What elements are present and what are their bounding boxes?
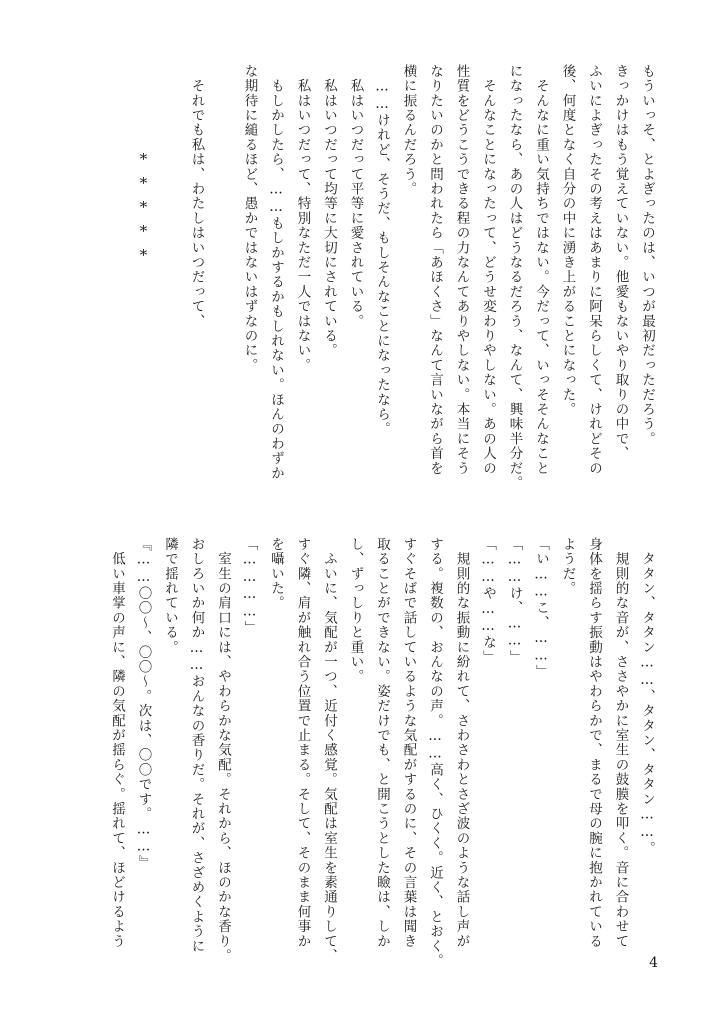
section-separator: ***** bbox=[134, 150, 153, 270]
text-line: ようだ。 bbox=[559, 537, 576, 596]
text-line: そんなに重い気持ちではない。今だって、いっそそんなこと bbox=[533, 64, 549, 476]
text-line: な期待に縋るほど、愚かではないはずなのに。 bbox=[241, 64, 258, 373]
text-line: なりたいのかと問われたら「あほくさ」なんて言いながら首を bbox=[427, 64, 443, 476]
text-line: 室生の肩口には、やわらかな気配。それから、ほのかな香り。 bbox=[215, 537, 231, 964]
upper-text-block bbox=[130, 64, 660, 494]
blank-line bbox=[210, 64, 237, 494]
text-line: ふいによぎったその考えはあまりに阿呆らしくて、けれどその bbox=[586, 64, 602, 476]
dialogue-line: 「…………」 bbox=[241, 537, 258, 636]
text-line: 身体を揺らす振動はやわらかで、まるで母の腕に抱かれている bbox=[586, 537, 602, 949]
text-line: 低い車掌の声に、隣の気配が揺らぐ。揺れて、ほどけるよう bbox=[109, 537, 125, 949]
dialogue-line: 「……け、……」 bbox=[506, 537, 523, 665]
text-line: し、ずっしりと重い。 bbox=[347, 537, 364, 684]
text-line: 規則的な音が、ささやかに室生の鼓膜を叩く。音に合わせて bbox=[612, 537, 629, 949]
text-line: する。複数の、おんなの声。……高く、ひくく。近く、とおく。 bbox=[427, 537, 443, 969]
text-line: 私はいつだって均等に大切にされている。 bbox=[321, 64, 337, 358]
text-line: を囁いた。 bbox=[268, 537, 284, 611]
text-line: ふいに、気配が一つ、近付く感覚。気配は室生を素通りして、 bbox=[321, 537, 337, 964]
text-line: もういっそ、とよぎったのは、いつが最初だっただろう。 bbox=[639, 64, 655, 447]
text-line: になったなら、あの人はどうなるだろう、なんて、興味半分だ。 bbox=[506, 64, 523, 491]
text-line: 横に振るんだろう。 bbox=[400, 64, 417, 197]
text-line: 規則的な振動に紛れて、さわさわとさざ波のような話し声が bbox=[453, 537, 470, 949]
text-line: それでも私は、わたしはいつだって、 bbox=[188, 64, 205, 329]
lower-text-block bbox=[104, 537, 661, 967]
text-line: 隣で揺れている。 bbox=[162, 537, 178, 655]
dialogue-line: 「……や……な」 bbox=[480, 537, 496, 665]
text-line: ……けれど、そうだ、もしそんなことになったなら。 bbox=[374, 64, 390, 437]
text-line: 後、何度となく自分の中に湧き上がることになった。 bbox=[559, 64, 576, 417]
text-line: タタン、タタン……、タタン、タタン……。 bbox=[639, 537, 655, 856]
text-line: 取ることができない。姿だけでも、と開こうとした瞼は、しか bbox=[374, 537, 390, 949]
page-number: 4 bbox=[649, 955, 658, 971]
text-line: きっかけはもう覚えていない。他愛もないやり取りの中で、 bbox=[612, 64, 629, 461]
text-line: 私はいつだって、特別なただ一人ではない。 bbox=[294, 64, 311, 373]
text-line: すぐそばで話しているような気配がするのに、その言葉は聞き bbox=[400, 537, 417, 949]
text-line: おしろいか何か……おんなの香りだ。それが、さざめくように bbox=[188, 537, 205, 954]
blank-line bbox=[157, 64, 184, 494]
text-line: そんなことになったって、どうせ変わりやしない。あの人の bbox=[480, 64, 496, 476]
text-line: 私はいつだって平等に愛されている。 bbox=[347, 64, 364, 329]
text-line: 性質をどうこうできる程の力なんてありやしない。本当にそう bbox=[453, 64, 470, 476]
announcement-line: 『……〇〇～、〇〇～。次は、〇〇です。……』 bbox=[135, 537, 152, 871]
text-line: もしかしたら、……もしかするかもしれない。ほんのわずか bbox=[268, 64, 284, 481]
dialogue-line: 「い……こ、……」 bbox=[533, 537, 549, 680]
text-line: すぐ隣、肩が触れ合う位置で止まる。そして、そのまま何事か bbox=[294, 537, 311, 949]
